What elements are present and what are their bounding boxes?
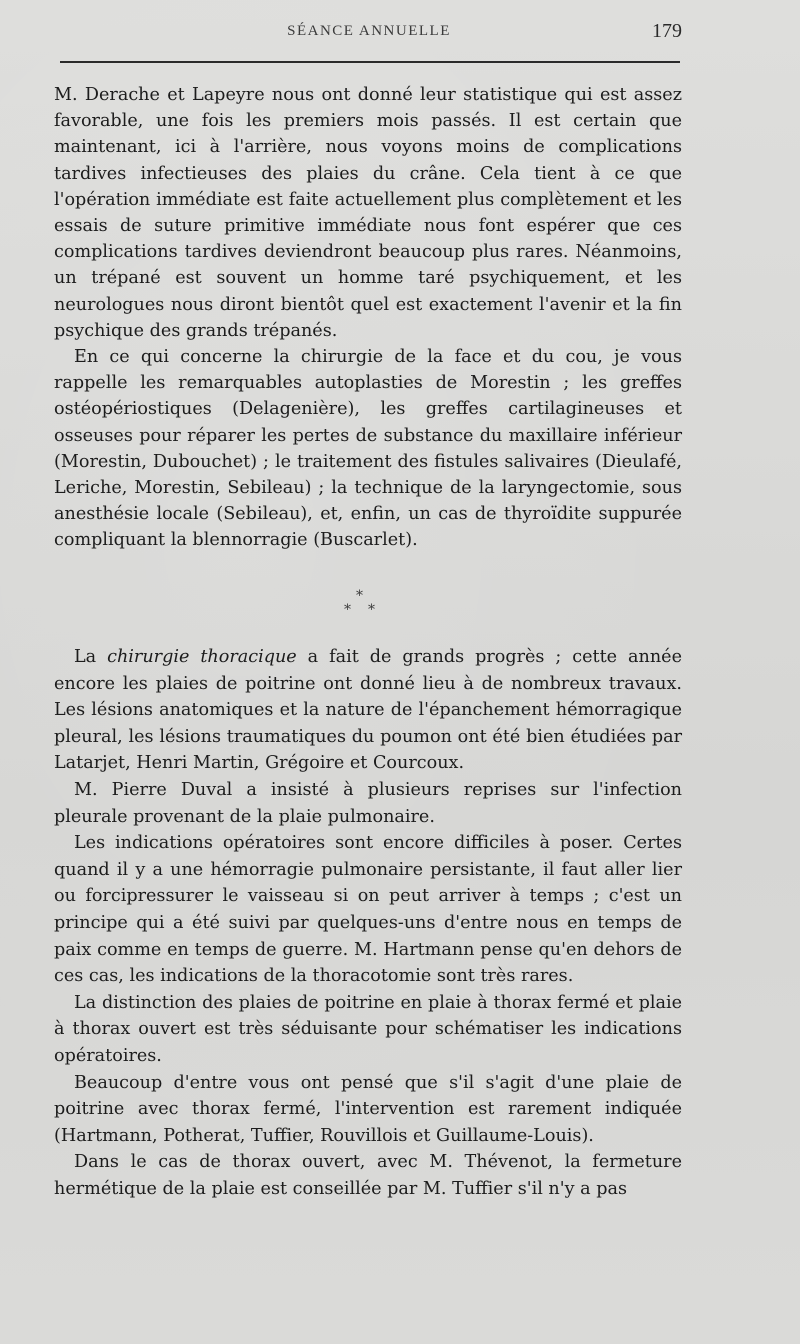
- separator-asterisk: *: [344, 602, 351, 618]
- paragraph-thorax-ouvert: Dans le cas de thorax ouvert, avec M. Thévenot, la fermeture hermétique de la plaie est conseillée par M. Tuffier s'il n'y a pas: [54, 1152, 682, 1199]
- separator-asterisk: *: [356, 588, 363, 604]
- section-head-neck: [54, 82, 682, 554]
- paragraph-distinction: La distinction des plaies de poitrine en plaie à thorax fermé et plaie à thorax ouvert est très séduisante pour schématiser les indications opératoires.: [54, 992, 682, 1066]
- paragraph-indications: Les indications opératoires sont encore difficiles à poser. Certes quand il y a une hémorragie pulmonaire persistante, il faut aller lier ou forcipressurer le vaisseau si on peut arriver à temps ; c'est un principe qui a été suivi par quelques-uns d'entre nous en temps de paix comme en temps de guerre. M. Hartmann pense qu'en dehors de ces cas, les indications de la thoracotomie sont très rares.: [54, 833, 682, 987]
- section-separator: [330, 588, 390, 624]
- paragraph-lead: La: [74, 647, 108, 667]
- running-title: SÉANCE ANNUELLE: [287, 23, 451, 39]
- paragraph-crane: M. Derache et Lapeyre nous ont donné leur statistique qui est assez favorable, une fois les premiers mois passés. Il est certain que maintenant, ici à l'arrière, nous voyons moins de complications tardives infectieuses des plaies du crâne. Cela tient à ce que l'opération immédiate est faite actuellement plus complètement et les essais de suture primitive immédiate nous font espérer que ces complications tardives deviendront beaucoup plus rares. Néanmoins, un trépané est souvent un homme taré psychiquement, et les neurologues nous diront bientôt quel est exactement l'avenir et la fin psychique des grands trépanés.: [54, 85, 682, 341]
- header-rule: [60, 61, 680, 63]
- paragraph-rest: a fait de grands progrès ; cette année encore les plaies de poitrine ont donné lieu à de nombreux travaux. Les lésions anatomiques et la nature de l'épanchement hémorragique pleural, les lésions traumatiques du poumon ont été bien étudiées par Latarjet, Henri Martin, Grégoire et Courcoux.: [54, 647, 682, 774]
- page-number: 179: [652, 20, 682, 42]
- paragraph-thoracic-intro: [54, 644, 682, 777]
- paragraph-face-cou: En ce qui concerne la chirurgie de la face et du cou, je vous rappelle les remarquables autoplasties de Morestin ; les greffes ostéopériostiques (Delagenière), les greffes cartilagineuses et osseuses pour réparer les pertes de substance du maxillaire inférieur (Morestin, Dubouchet) ; le traitement des fistules salivaires (Dieulafé, Leriche, Morestin, Sebileau) ; la technique de la laryngectomie, sous anesthésie locale (Sebileau), et, enfin, un cas de thyroïdite suppurée compliquant la blennorragie (Buscarlet).: [54, 347, 682, 551]
- paragraph-duval: M. Pierre Duval a insisté à plusieurs reprises sur l'infection pleurale provenant de la plaie pulmonaire.: [54, 779, 682, 827]
- section-thoracic: [54, 644, 682, 1202]
- paragraph-thorax-ferme: Beaucoup d'entre vous ont pensé que s'il s'agit d'une plaie de poitrine avec thorax fermé, l'intervention est rarement indiquée (Hartmann, Potherat, Tuffier, Rouvillois et Guillaume-Louis).: [54, 1072, 682, 1146]
- italic-term: chirurgie thoracique: [107, 647, 297, 667]
- separator-asterisk: *: [368, 602, 375, 618]
- running-header: [56, 20, 682, 50]
